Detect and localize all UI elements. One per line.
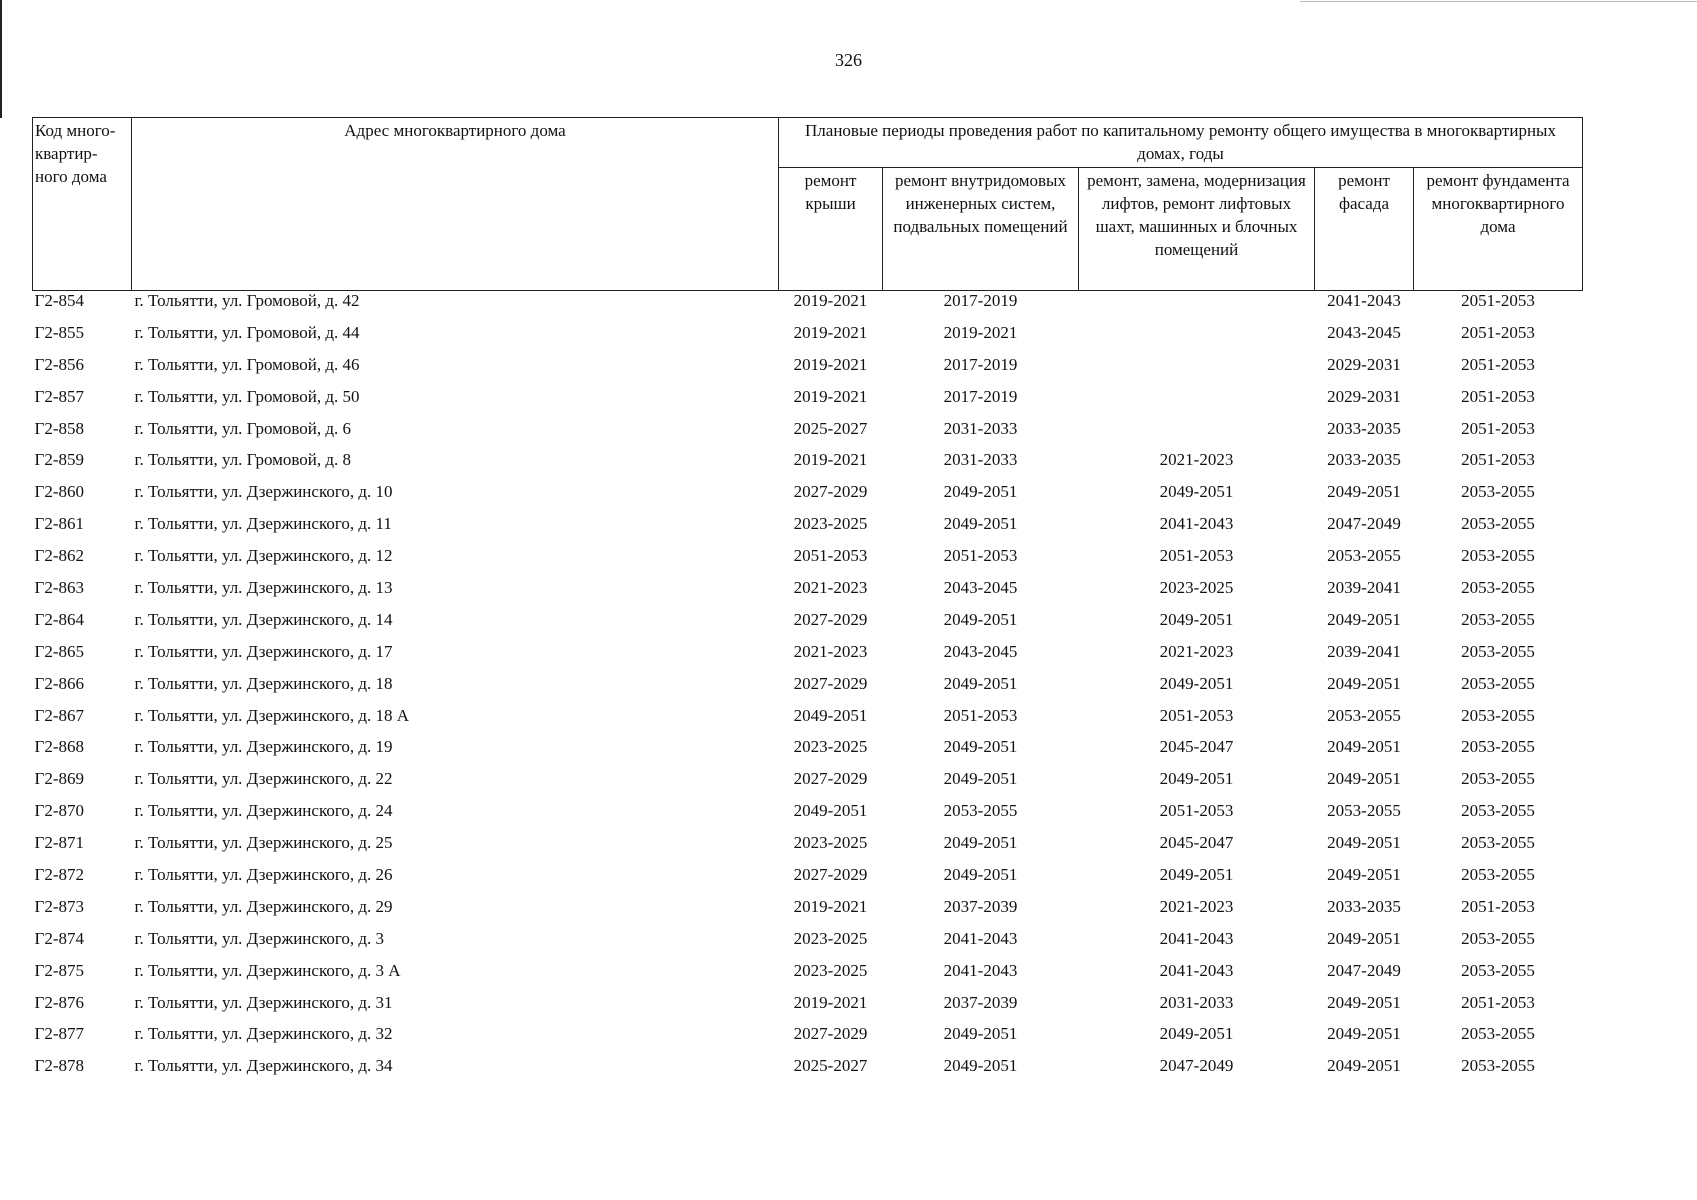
house-code-cell: Г2-858 — [34, 418, 84, 438]
address-cell: г. Тольятти, ул. Дзержинского, д. 13 — [134, 578, 393, 598]
house-code-cell: Г2-861 — [34, 514, 84, 534]
facade-period-cell: 2049-2051 — [1327, 673, 1401, 693]
header-foundation-repair: ремонт фундамента многоквартирного дома — [1414, 168, 1583, 291]
elevator-period-cell — [1079, 387, 1315, 419]
house-code-cell: Г2-862 — [34, 546, 84, 566]
address-cell: г. Тольятти, ул. Громовой, д. 6 — [134, 418, 352, 438]
table-row — [33, 897, 1583, 929]
engineering-period-cell: 2049-2051 — [943, 1024, 1018, 1044]
engineering-period-cell: 2049-2051 — [943, 833, 1018, 853]
roof-period-cell: 2027-2029 — [793, 609, 868, 629]
engineering-period-cell: 2049-2051 — [943, 1056, 1018, 1076]
table-row — [33, 387, 1583, 419]
facade-period-cell: 2053-2055 — [1327, 801, 1401, 821]
house-code-cell: Г2-877 — [34, 1024, 84, 1044]
table-row — [33, 482, 1583, 514]
facade-period-cell: 2049-2051 — [1327, 609, 1401, 629]
roof-period-cell: 2019-2021 — [793, 450, 868, 470]
engineering-period-cell: 2017-2019 — [943, 386, 1018, 406]
foundation-period-cell: 2053-2055 — [1461, 833, 1535, 853]
house-code-cell: Г2-871 — [34, 833, 84, 853]
engineering-period-cell: 2037-2039 — [943, 992, 1018, 1012]
engineering-period-cell: 2043-2045 — [943, 578, 1018, 598]
roof-period-cell: 2025-2027 — [793, 418, 868, 438]
facade-period-cell: 2049-2051 — [1327, 992, 1401, 1012]
house-code-cell: Г2-860 — [34, 482, 84, 502]
engineering-period-cell: 2017-2019 — [943, 354, 1018, 374]
top-scan-line — [1300, 1, 1697, 2]
foundation-period-cell: 2053-2055 — [1461, 769, 1535, 789]
address-cell: г. Тольятти, ул. Громовой, д. 42 — [134, 291, 360, 310]
table-row — [33, 1024, 1583, 1056]
table-row — [33, 961, 1583, 993]
facade-period-cell: 2029-2031 — [1327, 386, 1401, 406]
facade-period-cell: 2049-2051 — [1327, 928, 1401, 948]
table-row — [33, 610, 1583, 642]
table-row — [33, 737, 1583, 769]
engineering-period-cell: 2049-2051 — [943, 673, 1018, 693]
house-code-cell: Г2-864 — [34, 609, 84, 629]
engineering-period-cell: 2031-2033 — [943, 450, 1018, 470]
foundation-period-cell: 2053-2055 — [1461, 482, 1535, 502]
address-cell: г. Тольятти, ул. Дзержинского, д. 24 — [134, 801, 393, 821]
house-code-cell: Г2-875 — [34, 960, 84, 980]
roof-period-cell: 2051-2053 — [793, 546, 868, 566]
table-row — [33, 929, 1583, 961]
roof-period-cell: 2027-2029 — [793, 865, 868, 885]
house-code-cell: Г2-859 — [34, 450, 84, 470]
elevator-period-cell — [1079, 291, 1315, 323]
house-code-cell: Г2-855 — [34, 322, 84, 342]
house-code-cell: Г2-857 — [34, 386, 84, 406]
elevator-period-cell: 2049-2051 — [1159, 482, 1234, 502]
roof-period-cell: 2019-2021 — [793, 992, 868, 1012]
roof-period-cell: 2027-2029 — [793, 673, 868, 693]
elevator-period-cell: 2021-2023 — [1159, 896, 1234, 916]
facade-period-cell: 2049-2051 — [1327, 769, 1401, 789]
engineering-period-cell: 2049-2051 — [943, 865, 1018, 885]
house-code-cell: Г2-865 — [34, 641, 84, 661]
address-cell: г. Тольятти, ул. Дзержинского, д. 31 — [134, 992, 393, 1012]
table-row — [33, 514, 1583, 546]
house-code-cell: Г2-868 — [34, 737, 84, 757]
address-cell: г. Тольятти, ул. Дзержинского, д. 18 А — [134, 705, 410, 725]
foundation-period-cell: 2051-2053 — [1461, 291, 1535, 310]
elevator-period-cell: 2051-2053 — [1159, 801, 1234, 821]
roof-period-cell: 2049-2051 — [793, 801, 868, 821]
foundation-period-cell: 2051-2053 — [1461, 354, 1535, 374]
roof-period-cell: 2019-2021 — [793, 354, 868, 374]
engineering-period-cell: 2019-2021 — [943, 322, 1018, 342]
header-elevator-repair: ремонт, замена, модернизация лифтов, ремонт лифтовых шахт, машинных и блочных помещений — [1079, 168, 1315, 291]
engineering-period-cell: 2051-2053 — [943, 705, 1018, 725]
table-row — [33, 291, 1583, 323]
elevator-period-cell: 2021-2023 — [1159, 641, 1234, 661]
elevator-period-cell — [1079, 419, 1315, 451]
roof-period-cell: 2019-2021 — [793, 896, 868, 916]
address-cell: г. Тольятти, ул. Дзержинского, д. 26 — [134, 865, 393, 885]
foundation-period-cell: 2053-2055 — [1461, 609, 1535, 629]
foundation-period-cell: 2051-2053 — [1461, 322, 1535, 342]
table-body — [33, 291, 1583, 1089]
elevator-period-cell — [1079, 355, 1315, 387]
address-cell: г. Тольятти, ул. Громовой, д. 44 — [134, 322, 360, 342]
header-address: Адрес многоквартирного дома — [132, 118, 779, 291]
address-cell: г. Тольятти, ул. Дзержинского, д. 10 — [134, 482, 393, 502]
elevator-period-cell: 2047-2049 — [1159, 1056, 1234, 1076]
engineering-period-cell: 2041-2043 — [943, 960, 1018, 980]
facade-period-cell: 2049-2051 — [1327, 1024, 1401, 1044]
roof-period-cell: 2025-2027 — [793, 1056, 868, 1076]
table-row — [33, 801, 1583, 833]
facade-period-cell: 2053-2055 — [1327, 705, 1401, 725]
address-cell: г. Тольятти, ул. Дзержинского, д. 17 — [134, 641, 393, 661]
elevator-period-cell: 2051-2053 — [1159, 546, 1234, 566]
address-cell: г. Тольятти, ул. Дзержинского, д. 18 — [134, 673, 393, 693]
elevator-period-cell: 2049-2051 — [1159, 1024, 1234, 1044]
engineering-period-cell: 2037-2039 — [943, 896, 1018, 916]
elevator-period-cell: 2023-2025 — [1159, 578, 1234, 598]
address-cell: г. Тольятти, ул. Дзержинского, д. 34 — [134, 1056, 393, 1076]
engineering-period-cell: 2017-2019 — [943, 291, 1018, 310]
house-code-cell: Г2-854 — [34, 291, 84, 310]
engineering-period-cell: 2051-2053 — [943, 546, 1018, 566]
house-code-cell: Г2-872 — [34, 865, 84, 885]
foundation-period-cell: 2051-2053 — [1461, 418, 1535, 438]
header-facade-repair: ремонт фасада — [1315, 168, 1414, 291]
address-cell: г. Тольятти, ул. Дзержинского, д. 14 — [134, 609, 393, 629]
address-cell: г. Тольятти, ул. Дзержинского, д. 29 — [134, 896, 393, 916]
foundation-period-cell: 2053-2055 — [1461, 673, 1535, 693]
foundation-period-cell: 2053-2055 — [1461, 578, 1535, 598]
facade-period-cell: 2047-2049 — [1327, 960, 1401, 980]
elevator-period-cell: 2049-2051 — [1159, 609, 1234, 629]
header-planned-periods: Плановые периоды проведения работ по капитальному ремонту общего имущества в многоквартирных домах, годы — [779, 118, 1583, 168]
engineering-period-cell: 2049-2051 — [943, 482, 1018, 502]
foundation-period-cell: 2053-2055 — [1461, 1024, 1535, 1044]
capital-repair-table — [32, 117, 1583, 1088]
engineering-period-cell: 2049-2051 — [943, 514, 1018, 534]
elevator-period-cell: 2045-2047 — [1159, 833, 1234, 853]
table-row — [33, 450, 1583, 482]
facade-period-cell: 2043-2045 — [1327, 322, 1401, 342]
elevator-period-cell: 2045-2047 — [1159, 737, 1234, 757]
roof-period-cell: 2027-2029 — [793, 1024, 868, 1044]
table-row — [33, 642, 1583, 674]
address-cell: г. Тольятти, ул. Дзержинского, д. 32 — [134, 1024, 393, 1044]
foundation-period-cell: 2053-2055 — [1461, 1056, 1535, 1076]
address-cell: г. Тольятти, ул. Громовой, д. 46 — [134, 354, 360, 374]
roof-period-cell: 2049-2051 — [793, 705, 868, 725]
header-house-code: Код много-квартир-ного дома — [33, 118, 132, 291]
house-code-cell: Г2-867 — [34, 705, 84, 725]
facade-period-cell: 2049-2051 — [1327, 737, 1401, 757]
engineering-period-cell: 2041-2043 — [943, 928, 1018, 948]
facade-period-cell: 2049-2051 — [1327, 1056, 1401, 1076]
foundation-period-cell: 2053-2055 — [1461, 737, 1535, 757]
elevator-period-cell: 2051-2053 — [1159, 705, 1234, 725]
house-code-cell: Г2-874 — [34, 928, 84, 948]
house-code-cell: Г2-863 — [34, 578, 84, 598]
table-row — [33, 1056, 1583, 1088]
table-row — [33, 546, 1583, 578]
roof-period-cell: 2023-2025 — [793, 737, 868, 757]
house-code-cell: Г2-876 — [34, 992, 84, 1012]
facade-period-cell: 2033-2035 — [1327, 450, 1401, 470]
engineering-period-cell: 2053-2055 — [943, 801, 1018, 821]
engineering-period-cell: 2049-2051 — [943, 769, 1018, 789]
foundation-period-cell: 2053-2055 — [1461, 546, 1535, 566]
address-cell: г. Тольятти, ул. Дзержинского, д. 3 — [134, 928, 385, 948]
roof-period-cell: 2021-2023 — [793, 578, 868, 598]
table-row — [33, 355, 1583, 387]
foundation-period-cell: 2053-2055 — [1461, 801, 1535, 821]
facade-period-cell: 2053-2055 — [1327, 546, 1401, 566]
facade-period-cell: 2033-2035 — [1327, 896, 1401, 916]
house-code-cell: Г2-869 — [34, 769, 84, 789]
table-row — [33, 706, 1583, 738]
foundation-period-cell: 2053-2055 — [1461, 928, 1535, 948]
foundation-period-cell: 2051-2053 — [1461, 992, 1535, 1012]
address-cell: г. Тольятти, ул. Громовой, д. 8 — [134, 450, 352, 470]
foundation-period-cell: 2053-2055 — [1461, 705, 1535, 725]
facade-period-cell: 2039-2041 — [1327, 578, 1401, 598]
elevator-period-cell: 2041-2043 — [1159, 960, 1234, 980]
table-row — [33, 833, 1583, 865]
facade-period-cell: 2029-2031 — [1327, 354, 1401, 374]
table-row — [33, 419, 1583, 451]
engineering-period-cell: 2043-2045 — [943, 641, 1018, 661]
facade-period-cell: 2047-2049 — [1327, 514, 1401, 534]
roof-period-cell: 2019-2021 — [793, 386, 868, 406]
foundation-period-cell: 2053-2055 — [1461, 641, 1535, 661]
address-cell: г. Тольятти, ул. Громовой, д. 50 — [134, 386, 360, 406]
foundation-period-cell: 2051-2053 — [1461, 896, 1535, 916]
elevator-period-cell: 2021-2023 — [1159, 450, 1234, 470]
table-row — [33, 993, 1583, 1025]
elevator-period-cell: 2041-2043 — [1159, 928, 1234, 948]
roof-period-cell: 2023-2025 — [793, 833, 868, 853]
elevator-period-cell: 2041-2043 — [1159, 514, 1234, 534]
address-cell: г. Тольятти, ул. Дзержинского, д. 25 — [134, 833, 393, 853]
elevator-period-cell — [1079, 323, 1315, 355]
engineering-period-cell: 2049-2051 — [943, 609, 1018, 629]
elevator-period-cell: 2031-2033 — [1159, 992, 1234, 1012]
facade-period-cell: 2049-2051 — [1327, 865, 1401, 885]
house-code-cell: Г2-866 — [34, 673, 84, 693]
address-cell: г. Тольятти, ул. Дзержинского, д. 22 — [134, 769, 393, 789]
address-cell: г. Тольятти, ул. Дзержинского, д. 12 — [134, 546, 393, 566]
house-code-cell: Г2-878 — [34, 1056, 84, 1076]
table-row — [33, 578, 1583, 610]
facade-period-cell: 2039-2041 — [1327, 641, 1401, 661]
house-code-cell: Г2-870 — [34, 801, 84, 821]
foundation-period-cell: 2051-2053 — [1461, 386, 1535, 406]
house-code-cell: Г2-873 — [34, 896, 84, 916]
roof-period-cell: 2023-2025 — [793, 514, 868, 534]
address-cell: г. Тольятти, ул. Дзержинского, д. 11 — [134, 514, 392, 534]
elevator-period-cell: 2049-2051 — [1159, 865, 1234, 885]
facade-period-cell: 2033-2035 — [1327, 418, 1401, 438]
table-row — [33, 769, 1583, 801]
roof-period-cell: 2023-2025 — [793, 960, 868, 980]
foundation-period-cell: 2053-2055 — [1461, 514, 1535, 534]
header-roof-repair: ремонт крыши — [779, 168, 883, 291]
page-number: 326 — [835, 50, 862, 70]
facade-period-cell: 2049-2051 — [1327, 482, 1401, 502]
facade-period-cell: 2041-2043 — [1327, 291, 1401, 310]
table-row — [33, 674, 1583, 706]
house-code-cell: Г2-856 — [34, 354, 84, 374]
roof-period-cell: 2021-2023 — [793, 641, 868, 661]
roof-period-cell: 2019-2021 — [793, 322, 868, 342]
roof-period-cell: 2019-2021 — [793, 291, 868, 310]
foundation-period-cell: 2051-2053 — [1461, 450, 1535, 470]
table-row — [33, 323, 1583, 355]
engineering-period-cell: 2031-2033 — [943, 418, 1018, 438]
roof-period-cell: 2027-2029 — [793, 482, 868, 502]
address-cell: г. Тольятти, ул. Дзержинского, д. 19 — [134, 737, 393, 757]
foundation-period-cell: 2053-2055 — [1461, 960, 1535, 980]
address-cell: г. Тольятти, ул. Дзержинского, д. 3 А — [134, 960, 401, 980]
engineering-period-cell: 2049-2051 — [943, 737, 1018, 757]
header-engineering-systems-repair: ремонт внутридомовых инженерных систем, подвальных помещений — [883, 168, 1079, 291]
roof-period-cell: 2027-2029 — [793, 769, 868, 789]
foundation-period-cell: 2053-2055 — [1461, 865, 1535, 885]
elevator-period-cell: 2049-2051 — [1159, 769, 1234, 789]
roof-period-cell: 2023-2025 — [793, 928, 868, 948]
table-row — [33, 865, 1583, 897]
facade-period-cell: 2049-2051 — [1327, 833, 1401, 853]
elevator-period-cell: 2049-2051 — [1159, 673, 1234, 693]
